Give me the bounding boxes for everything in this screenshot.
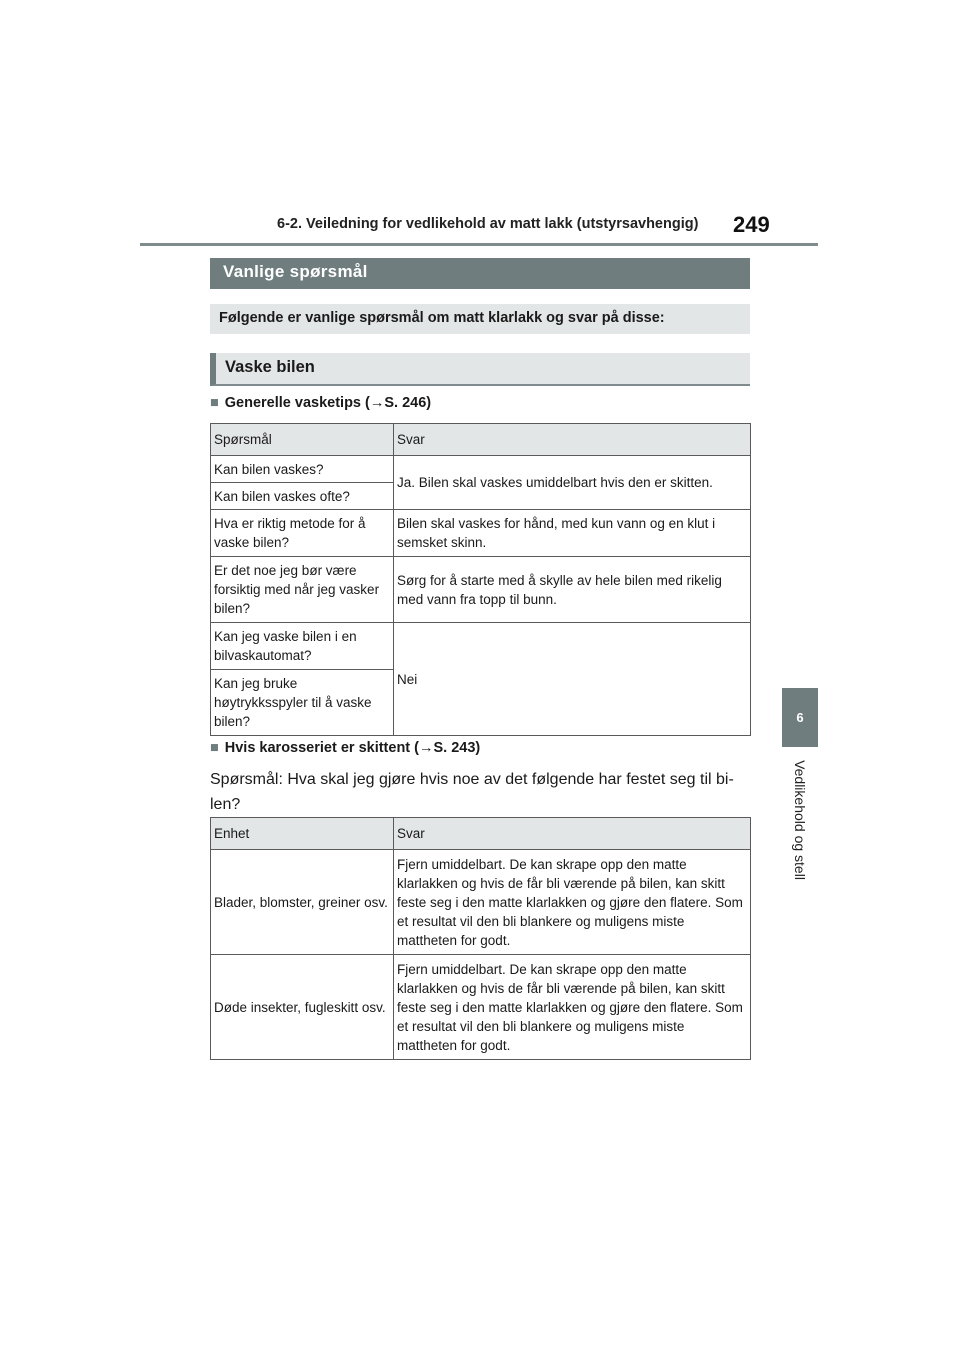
column-header-answer: Svar — [394, 424, 751, 456]
column-header-question: Spørsmål — [211, 424, 394, 456]
question-cell: Kan jeg vaske bilen i en bilvaskautomat? — [211, 623, 394, 670]
dirty-body-heading-text: Hvis karosseriet er skittent (→S. 243) — [224, 740, 481, 756]
item-cell: Blader, blomster, greiner osv. — [211, 850, 394, 955]
question-cell: Kan bilen vaskes? — [211, 456, 394, 483]
header-divider — [140, 243, 818, 246]
column-header-answer: Svar — [394, 818, 751, 850]
answer-cell: Bilen skal vaskes for hånd, med kun vann og en klut i semsket skinn. — [394, 510, 751, 557]
dirty-body-heading — [210, 740, 480, 756]
answer-cell: Nei — [394, 623, 751, 736]
section-title: Vanlige spørsmål — [210, 258, 750, 289]
table-header-row — [211, 818, 751, 850]
bullet-square-icon: ■ — [210, 395, 219, 411]
subsection-title: Vaske bilen — [210, 353, 750, 386]
question-cell: Hva er riktig metode for å vaske bilen? — [211, 510, 394, 557]
chapter-tab — [782, 688, 818, 747]
table-row — [211, 850, 751, 955]
column-header-item: Enhet — [211, 818, 394, 850]
table-row — [211, 557, 751, 623]
washing-faq-table — [210, 423, 751, 736]
answer-cell: Sørg for å starte med å skylle av hele bilen med rikelig med vann fra topp til bunn. — [394, 557, 751, 623]
item-cell: Døde insekter, fugleskitt osv. — [211, 955, 394, 1060]
answer-cell: Fjern umiddelbart. De kan skrape opp den matte klarlakken og hvis de får bli værende på bilen, kan skitt feste seg i den matte klarlakken og gjøre den flatere. Som et resultat vil den bli blankere og muligens miste mattheten for godt. — [394, 850, 751, 955]
chapter-header-title: 6-2. Veiledning for vedlikehold av matt lakk (utstyrsavhengig) — [277, 216, 699, 232]
page-number: 249 — [733, 212, 770, 237]
washing-tips-heading-text: Generelle vasketips (→S. 246) — [224, 395, 432, 411]
dirt-faq-table — [210, 817, 751, 1060]
answer-cell: Ja. Bilen skal vaskes umiddelbart hvis den er skitten. — [394, 456, 751, 510]
chapter-side-label: Vedlikehold og stell — [792, 760, 808, 880]
question-cell: Kan jeg bruke høytrykksspyler til å vaske bilen? — [211, 670, 394, 736]
bullet-square-icon: ■ — [210, 740, 219, 756]
table-row — [211, 456, 751, 483]
washing-tips-heading — [210, 395, 431, 411]
intro-text: Følgende er vanlige spørsmål om matt klarlakk og svar på disse: — [210, 304, 750, 334]
table-row — [211, 623, 751, 670]
table-header-row — [211, 424, 751, 456]
chapter-number: 6 — [796, 710, 804, 725]
table-row — [211, 955, 751, 1060]
answer-cell: Fjern umiddelbart. De kan skrape opp den matte klarlakken og hvis de får bli værende på bilen, kan skitt feste seg i den matte klarlakken og gjøre den flatere. Som et resultat vil den bli blankere og muligens miste mattheten for godt. — [394, 955, 751, 1060]
question-cell: Er det noe jeg bør være forsiktig med når jeg vasker bilen? — [211, 557, 394, 623]
question-cell: Kan bilen vaskes ofte? — [211, 483, 394, 510]
question-paragraph: Spørsmål: Hva skal jeg gjøre hvis noe av det følgende har festet seg til bi-len? — [210, 771, 734, 813]
table-row — [211, 510, 751, 557]
